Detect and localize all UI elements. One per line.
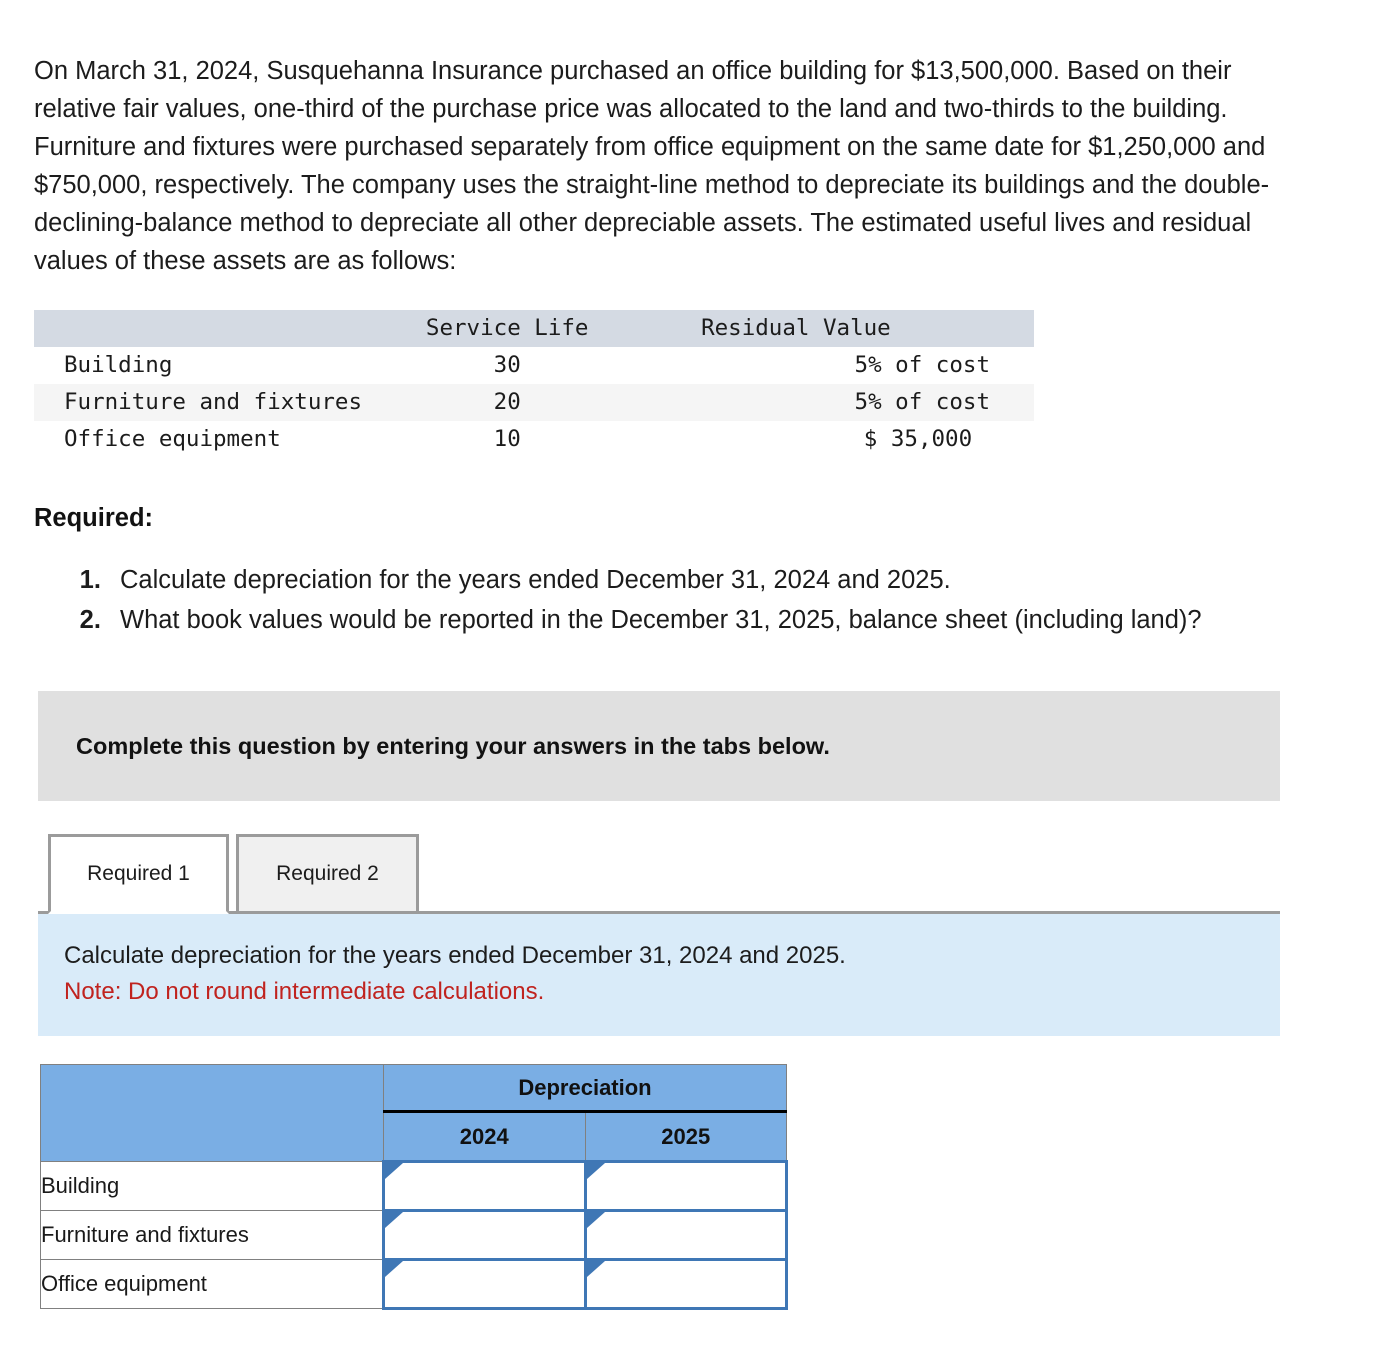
cell-flag-icon: [385, 1261, 403, 1277]
facts-header-asset: [34, 310, 413, 347]
problem-statement: On March 31, 2024, Susquehanna Insurance purchased an office building for $13,500,000. Based on their relative fair values, one-third of the purchase price was allocated to the land and two-thirds to the building. Furniture and fixtures were purchased separately from office equipment on the same date for $1,250,000 and $750,000, respectively. The company uses the straight-line method to depreciate its buildings and the double-declining-balance method to depreciate all other depreciable assets. The estimated useful lives and residual values of these assets are as follows:: [34, 57, 1270, 275]
facts-table-head: [34, 310, 1034, 347]
input-office-equipment-2024[interactable]: [384, 1260, 586, 1309]
note-panel: [38, 914, 1280, 1036]
tab-required-2-label: Required 2: [276, 862, 379, 885]
answer-header-blank: [41, 1065, 384, 1162]
table-row: [41, 1260, 787, 1309]
answer-row-label-building: Building: [41, 1162, 384, 1211]
table-row: [41, 1211, 787, 1260]
asset-facts-section: [34, 310, 1034, 458]
cell-flag-icon: [385, 1212, 403, 1228]
input-building-2024-value: [385, 1163, 584, 1209]
input-furniture-and-fixtures-2025-value: [587, 1212, 786, 1258]
input-furniture-and-fixtures-2025[interactable]: [585, 1211, 787, 1260]
input-building-2025-value: [587, 1163, 786, 1209]
tab-bar: [38, 832, 1280, 914]
list-item: 1. Calculate depreciation for the years ended December 31, 2024 and 2025.: [108, 561, 1382, 599]
input-furniture-and-fixtures-2024-value: [385, 1212, 584, 1258]
facts-header-residual-value: Residual Value: [701, 315, 891, 341]
tab-required-2[interactable]: [236, 834, 419, 914]
table-row: [34, 421, 1034, 458]
cell-flag-icon: [587, 1261, 605, 1277]
depreciation-answer-table: [40, 1064, 788, 1310]
instruction-banner-text: Complete this question by entering your answers in the tabs below.: [76, 732, 830, 759]
cell-flag-icon: [587, 1163, 605, 1179]
facts-asset-name: Office equipment: [64, 426, 281, 452]
facts-table-body: [34, 347, 1034, 458]
facts-asset-name: Building: [64, 352, 173, 378]
table-row: [34, 347, 1034, 384]
input-furniture-and-fixtures-2024[interactable]: [384, 1211, 586, 1260]
instruction-banner: [38, 691, 1280, 801]
facts-asset-service-life: 20: [493, 389, 521, 415]
input-office-equipment-2024-value: [385, 1261, 584, 1307]
required-heading: Required:: [34, 504, 154, 532]
facts-asset-residual-value: 5% of cost: [854, 352, 990, 378]
facts-header-service-life: Service Life: [425, 315, 589, 341]
facts-asset-service-life: 10: [493, 426, 521, 452]
list-item: 2. What book values would be reported in the December 31, 2025, balance sheet (including land)?: [108, 601, 1382, 639]
facts-asset-residual-value: $ 35,000: [863, 426, 973, 452]
facts-header-row: [34, 310, 1034, 347]
facts-asset-service-life: 30: [493, 352, 521, 378]
tab-required-1-label: Required 1: [87, 862, 190, 885]
table-row: [34, 384, 1034, 421]
table-row: [41, 1162, 787, 1211]
cell-flag-icon: [587, 1212, 605, 1228]
answer-grid-section: [40, 1064, 788, 1310]
input-building-2025[interactable]: [585, 1162, 787, 1211]
facts-asset-residual-value: 5% of cost: [854, 389, 990, 415]
answer-header-depreciation: Depreciation: [384, 1065, 787, 1112]
service-life-residual-table: [34, 310, 1034, 458]
answer-group-header-row: [41, 1065, 787, 1112]
answer-row-label-furniture-and-fixtures: Furniture and fixtures: [41, 1211, 384, 1260]
note-instruction: Calculate depreciation for the years ended December 31, 2024 and 2025.: [64, 942, 846, 969]
input-office-equipment-2025-value: [587, 1261, 786, 1307]
answer-table-head: [41, 1065, 787, 1162]
answer-header-year-2024: 2024: [384, 1112, 586, 1162]
facts-asset-name: Furniture and fixtures: [64, 389, 363, 415]
answer-header-year-2025: 2025: [585, 1112, 787, 1162]
input-office-equipment-2025[interactable]: [585, 1260, 787, 1309]
answer-row-label-office-equipment: Office equipment: [41, 1260, 384, 1309]
tab-required-1[interactable]: [48, 834, 229, 914]
required-list: [0, 561, 1382, 639]
input-building-2024[interactable]: [384, 1162, 586, 1211]
note-warning: Note: Do not round intermediate calculations.: [64, 978, 545, 1005]
cell-flag-icon: [385, 1163, 403, 1179]
answer-table-body: [41, 1162, 787, 1309]
